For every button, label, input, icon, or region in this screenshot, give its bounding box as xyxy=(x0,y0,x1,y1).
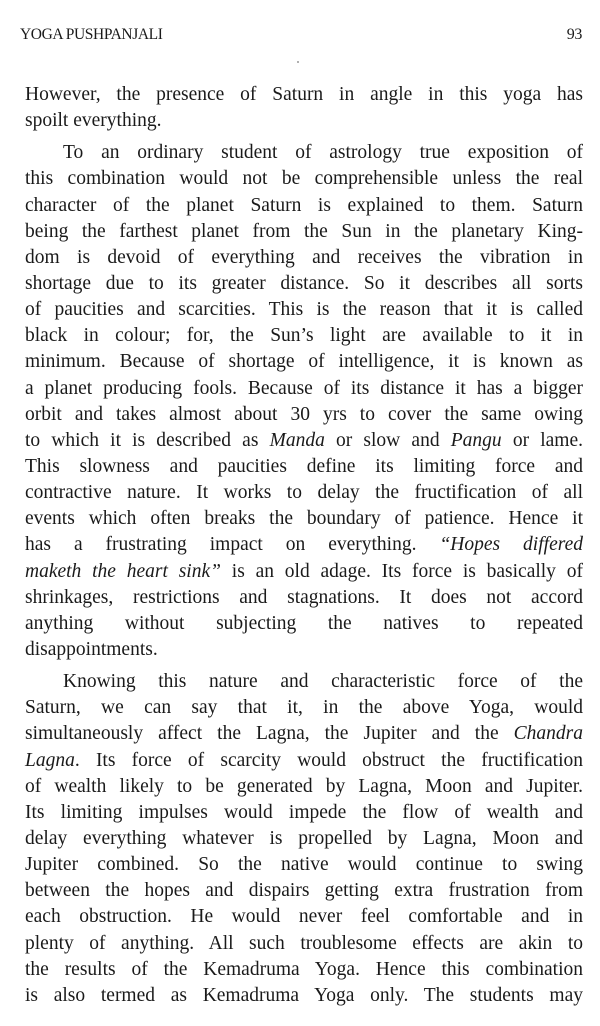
text-line xyxy=(25,245,583,271)
text-segment: Its limiting impulses would impede the flow of wealth and xyxy=(25,801,583,823)
italic-text: Lagna xyxy=(25,749,75,771)
text-line xyxy=(25,376,583,402)
body-text xyxy=(25,82,583,1015)
text-line xyxy=(25,349,583,375)
text-segment: Saturn, we can say that it, in the above Yoga, would xyxy=(25,697,583,719)
italic-text: maketh the heart sink” xyxy=(25,560,221,582)
text-segment: black in colour; for, the Sun’s light are available to it in xyxy=(25,325,583,347)
text-line xyxy=(25,957,583,983)
text-line xyxy=(25,695,583,721)
text-segment: each obstruction. He would never feel comfortable and in xyxy=(25,906,583,928)
text-line xyxy=(25,108,583,134)
text-line xyxy=(25,532,583,558)
text-segment: shrinkages, restrictions and stagnations. It does not accord xyxy=(25,586,583,608)
text-line xyxy=(25,193,583,219)
text-line xyxy=(25,931,583,957)
italic-text: “Hopes differed xyxy=(439,534,583,556)
paragraph xyxy=(25,669,583,1009)
text-segment: This slowness and paucities define its limiting force and xyxy=(25,455,583,477)
italic-text: Manda xyxy=(269,429,325,451)
text-line xyxy=(25,774,583,800)
text-segment: However, the presence of Saturn in angle in this yoga has xyxy=(25,84,583,105)
page-number: 93 xyxy=(566,26,582,43)
text-line xyxy=(25,428,583,454)
text-segment: to which it is described as xyxy=(25,429,270,451)
text-segment: this combination would not be comprehensible unless the real xyxy=(25,168,583,190)
text-segment: To an ordinary student of astrology true exposition of xyxy=(63,142,583,164)
text-segment: Jupiter combined. So the native would continue to swing xyxy=(25,854,583,876)
text-segment: a planet producing fools. Because of its distance it has a bigger xyxy=(25,377,583,399)
italic-text: Chandra xyxy=(513,723,583,745)
text-line xyxy=(25,611,583,637)
text-line xyxy=(25,271,583,297)
text-segment: or lame. xyxy=(501,429,583,451)
text-segment: . Its force of scarcity would obstruct the fructification xyxy=(74,749,583,771)
text-segment: is an old adage. Its force is basically of xyxy=(220,560,583,582)
text-segment: character of the planet Saturn is explained to them. Saturn xyxy=(25,194,583,216)
text-line xyxy=(25,904,583,930)
text-segment: dom is devoid of everything and receives the vibration in xyxy=(25,246,583,268)
text-line xyxy=(25,721,583,747)
scan-speck xyxy=(297,61,299,63)
text-line xyxy=(25,297,583,323)
paragraph xyxy=(25,140,583,663)
text-line xyxy=(25,140,583,166)
text-line xyxy=(25,480,583,506)
text-line xyxy=(25,826,583,852)
text-line xyxy=(25,878,583,904)
text-segment: contractive nature. It works to delay the fructification of all xyxy=(25,482,583,504)
text-segment: has a frustrating impact on everything. xyxy=(25,534,440,556)
text-line xyxy=(25,637,583,663)
text-segment: shortage due to its greater distance. So it describes all sorts xyxy=(25,272,583,294)
text-line xyxy=(25,82,583,108)
text-line xyxy=(25,852,583,878)
text-segment: the results of the Kemadruma Yoga. Hence this combination xyxy=(25,958,583,980)
text-segment: simultaneously affect the Lagna, the Jupiter and the xyxy=(25,723,514,745)
text-segment: minimum. Because of shortage of intelligence, it is known as xyxy=(25,351,583,373)
text-segment: or slow and xyxy=(324,429,451,451)
text-line xyxy=(25,454,583,480)
text-line xyxy=(25,323,583,349)
text-line xyxy=(25,983,583,1009)
text-segment: delay everything whatever is propelled by Lagna, Moon and xyxy=(25,827,583,849)
paragraph xyxy=(25,82,583,134)
text-segment: anything without subjecting the natives to repeated xyxy=(25,612,583,634)
text-segment: being the farthest planet from the Sun in the planetary King- xyxy=(25,220,583,242)
text-line xyxy=(25,800,583,826)
text-segment: of paucities and scarcities. This is the reason that it is called xyxy=(25,299,583,321)
text-line xyxy=(25,748,583,774)
running-header xyxy=(20,26,582,48)
text-segment: Knowing this nature and characteristic force of the xyxy=(63,671,583,693)
text-segment: disappointments. xyxy=(25,638,158,660)
text-segment: plenty of anything. All such troublesome effects are akin to xyxy=(25,932,583,954)
text-segment: is also termed as Kemadruma Yoga only. The students may xyxy=(25,984,583,1006)
text-line xyxy=(25,585,583,611)
text-line xyxy=(25,669,583,695)
text-segment: between the hopes and dispairs getting extra frustration from xyxy=(25,880,583,902)
italic-text: Pangu xyxy=(450,429,502,451)
text-segment: orbit and takes almost about 30 yrs to cover the same owing xyxy=(25,403,583,425)
running-title: YOGA PUSHPANJALI xyxy=(20,26,163,43)
text-line xyxy=(25,219,583,245)
text-line xyxy=(25,559,583,585)
text-segment: events which often breaks the boundary of patience. Hence it xyxy=(25,508,583,530)
text-segment: of wealth likely to be generated by Lagna, Moon and Jupiter. xyxy=(25,775,583,797)
text-line xyxy=(25,402,583,428)
text-line xyxy=(25,166,583,192)
text-line xyxy=(25,506,583,532)
text-segment: spoilt everything. xyxy=(25,110,162,132)
